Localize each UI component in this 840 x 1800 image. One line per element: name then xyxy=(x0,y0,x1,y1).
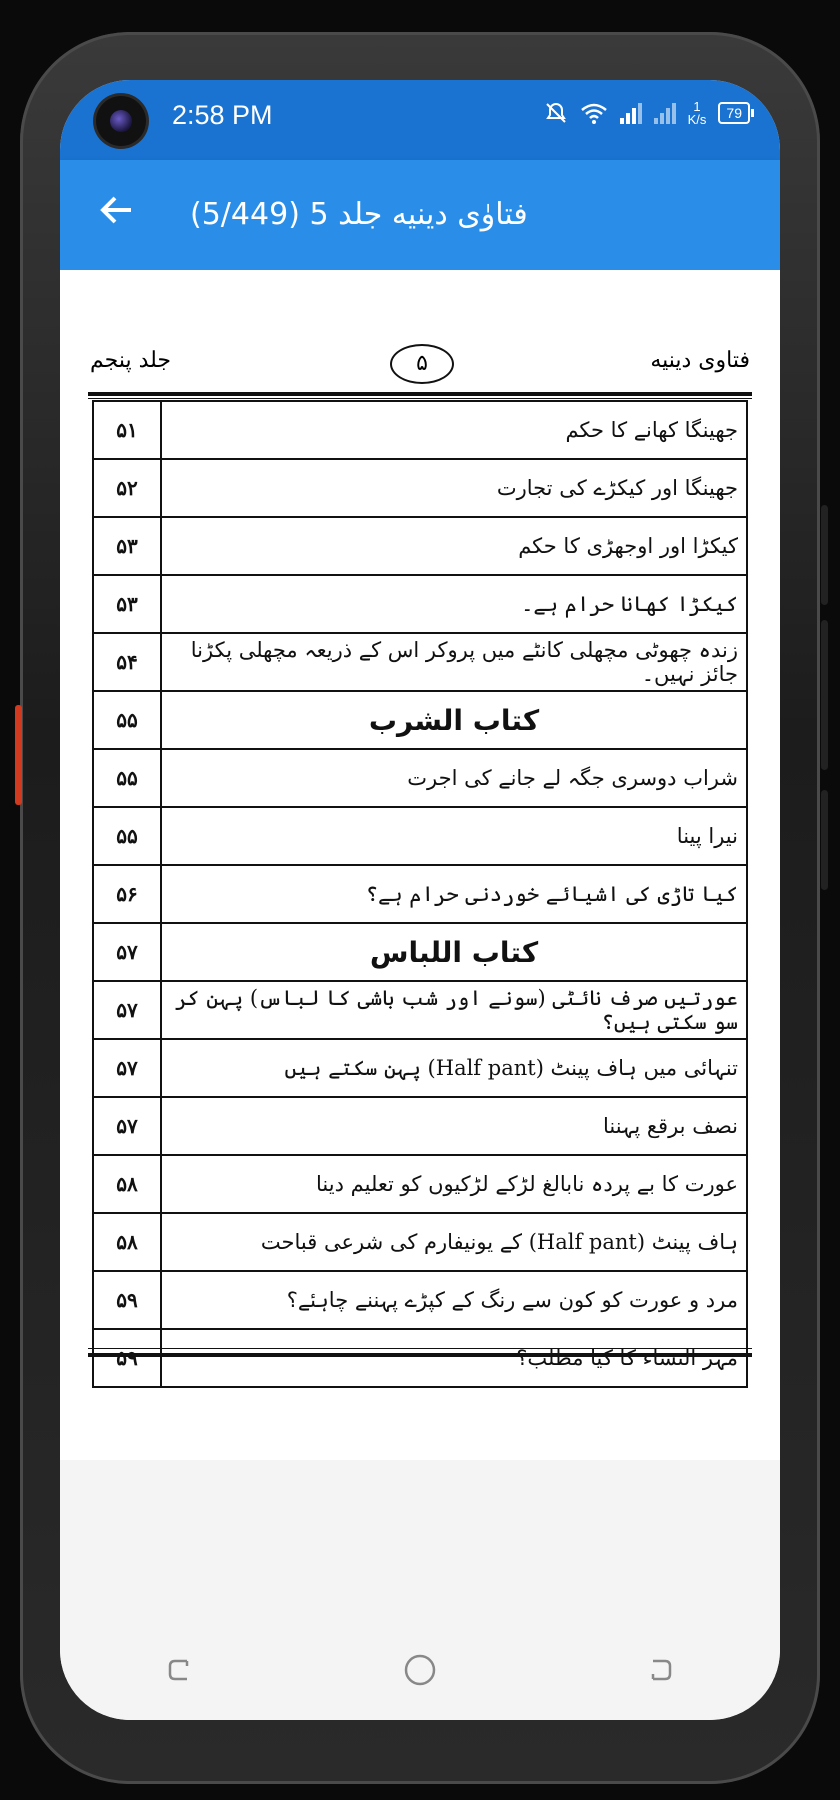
document-page xyxy=(60,270,780,1460)
section-heading: كتاب الشرب xyxy=(161,691,747,749)
mute-icon xyxy=(544,101,568,125)
table-row xyxy=(93,1097,747,1155)
recents-icon[interactable] xyxy=(165,1655,195,1685)
table-row xyxy=(93,1039,747,1097)
entry-title: کیکڑا اور اوجھڑی کا حکم xyxy=(161,517,747,575)
signal-icon xyxy=(654,102,676,124)
entry-title: نصف برقع پہننا xyxy=(161,1097,747,1155)
entry-page-number: ۵۷ xyxy=(93,1097,161,1155)
signal-icon xyxy=(620,102,642,124)
entry-page-number: ۵۶ xyxy=(93,865,161,923)
entry-page-number: ۵۸ xyxy=(93,1155,161,1213)
table-row xyxy=(93,807,747,865)
footer-rule xyxy=(88,1353,752,1357)
footer-rule xyxy=(88,1348,752,1349)
table-row xyxy=(93,517,747,575)
volume-label: جلد پنجم xyxy=(90,348,172,373)
entry-page-number: ۵۵ xyxy=(93,749,161,807)
wifi-icon xyxy=(580,101,608,125)
table-row xyxy=(93,401,747,459)
header-rule xyxy=(88,392,752,396)
entry-page-number: ۵۵ xyxy=(93,691,161,749)
entry-title: مہر النساء کا کیا مطلب؟ xyxy=(161,1329,747,1387)
battery-icon xyxy=(718,102,750,124)
status-icons xyxy=(544,100,750,126)
power-button xyxy=(821,790,828,890)
entry-title: عورتیں صرف نائٹی (سونے اور شب باشی کا لباس) پہن کر سو سکتی ہیں؟ xyxy=(161,981,747,1039)
table-row xyxy=(93,923,747,981)
entry-title: کیا تاڑی کی اشیائے خوردنی حرام ہے؟ xyxy=(161,865,747,923)
table-row xyxy=(93,1213,747,1271)
camera-icon xyxy=(96,96,146,146)
entry-page-number: ۵۹ xyxy=(93,1329,161,1387)
entry-title: ہاف پینٹ (Half pant) کے یونیفارم کی شرعی قباحت xyxy=(161,1213,747,1271)
page-header xyxy=(90,340,750,390)
side-button xyxy=(15,705,22,805)
home-button[interactable] xyxy=(400,1650,440,1690)
network-speed-value: 1 xyxy=(693,99,701,114)
entry-title: نیرا پینا xyxy=(161,807,747,865)
back-nav-button[interactable] xyxy=(640,1650,680,1690)
home-icon[interactable] xyxy=(403,1653,437,1687)
app-bar xyxy=(60,160,780,270)
entry-title: عورت کا بے پردہ نابالغ لڑکے لڑکیوں کو تعلیم دینا xyxy=(161,1155,747,1213)
nav-bar xyxy=(60,1620,780,1720)
entry-page-number: ۵۳ xyxy=(93,517,161,575)
toc-table xyxy=(92,400,748,1388)
entry-page-number: ۵۹ xyxy=(93,1271,161,1329)
table-row xyxy=(93,691,747,749)
volume-button xyxy=(821,620,828,770)
recents-button[interactable] xyxy=(160,1650,200,1690)
entry-page-number: ۵۴ xyxy=(93,633,161,691)
side-button xyxy=(821,505,828,605)
back-button[interactable] xyxy=(97,190,137,230)
entry-title: تنہائی میں ہاف پینٹ (Half pant) پہن سکتے ہیں xyxy=(161,1039,747,1097)
table-row xyxy=(93,865,747,923)
entry-page-number: ۵۷ xyxy=(93,1039,161,1097)
entry-page-number: ۵۷ xyxy=(93,923,161,981)
network-speed xyxy=(688,100,707,126)
entry-title: جھینگا اور کیکڑے کی تجارت xyxy=(161,459,747,517)
table-row xyxy=(93,1271,747,1329)
status-time: 2:58 PM xyxy=(172,100,273,130)
network-speed-unit: K/s xyxy=(687,112,707,127)
page-number: ۵ xyxy=(390,344,454,384)
status-bar xyxy=(60,80,780,160)
entry-title: کیکڑا کھانا حرام ہے۔ xyxy=(161,575,747,633)
battery-level: 79 xyxy=(726,105,742,121)
entry-title: شراب دوسری جگہ لے جانے کی اجرت xyxy=(161,749,747,807)
screen xyxy=(60,80,780,1720)
entry-page-number: ۵۱ xyxy=(93,401,161,459)
book-title: فتاوی دینیه xyxy=(650,348,750,373)
header-rule xyxy=(88,398,752,399)
section-heading: كتاب اللباس xyxy=(161,923,747,981)
table-row xyxy=(93,749,747,807)
table-row xyxy=(93,981,747,1039)
table-row xyxy=(93,459,747,517)
back-icon[interactable] xyxy=(645,1655,675,1685)
table-row xyxy=(93,575,747,633)
table-row xyxy=(93,633,747,691)
table-row xyxy=(93,1329,747,1387)
entry-page-number: ۵۸ xyxy=(93,1213,161,1271)
entry-title: جھینگا کھانے کا حکم xyxy=(161,401,747,459)
entry-title: زندہ چھوٹی مچھلی کانٹے میں پروکر اس کے ذریعہ مچھلی پکڑنا جائز نہیں۔ xyxy=(161,633,747,691)
entry-page-number: ۵۵ xyxy=(93,807,161,865)
entry-page-number: ۵۲ xyxy=(93,459,161,517)
arrow-left-icon[interactable] xyxy=(92,190,142,240)
entry-title: مرد و عورت کو کون سے رنگ کے کپڑے پہننے چاہئے؟ xyxy=(161,1271,747,1329)
entry-page-number: ۵۷ xyxy=(93,981,161,1039)
table-row xyxy=(93,1155,747,1213)
page-title: فتاوٰی دینیه جلد 5 (5/449) xyxy=(190,197,528,232)
entry-page-number: ۵۳ xyxy=(93,575,161,633)
